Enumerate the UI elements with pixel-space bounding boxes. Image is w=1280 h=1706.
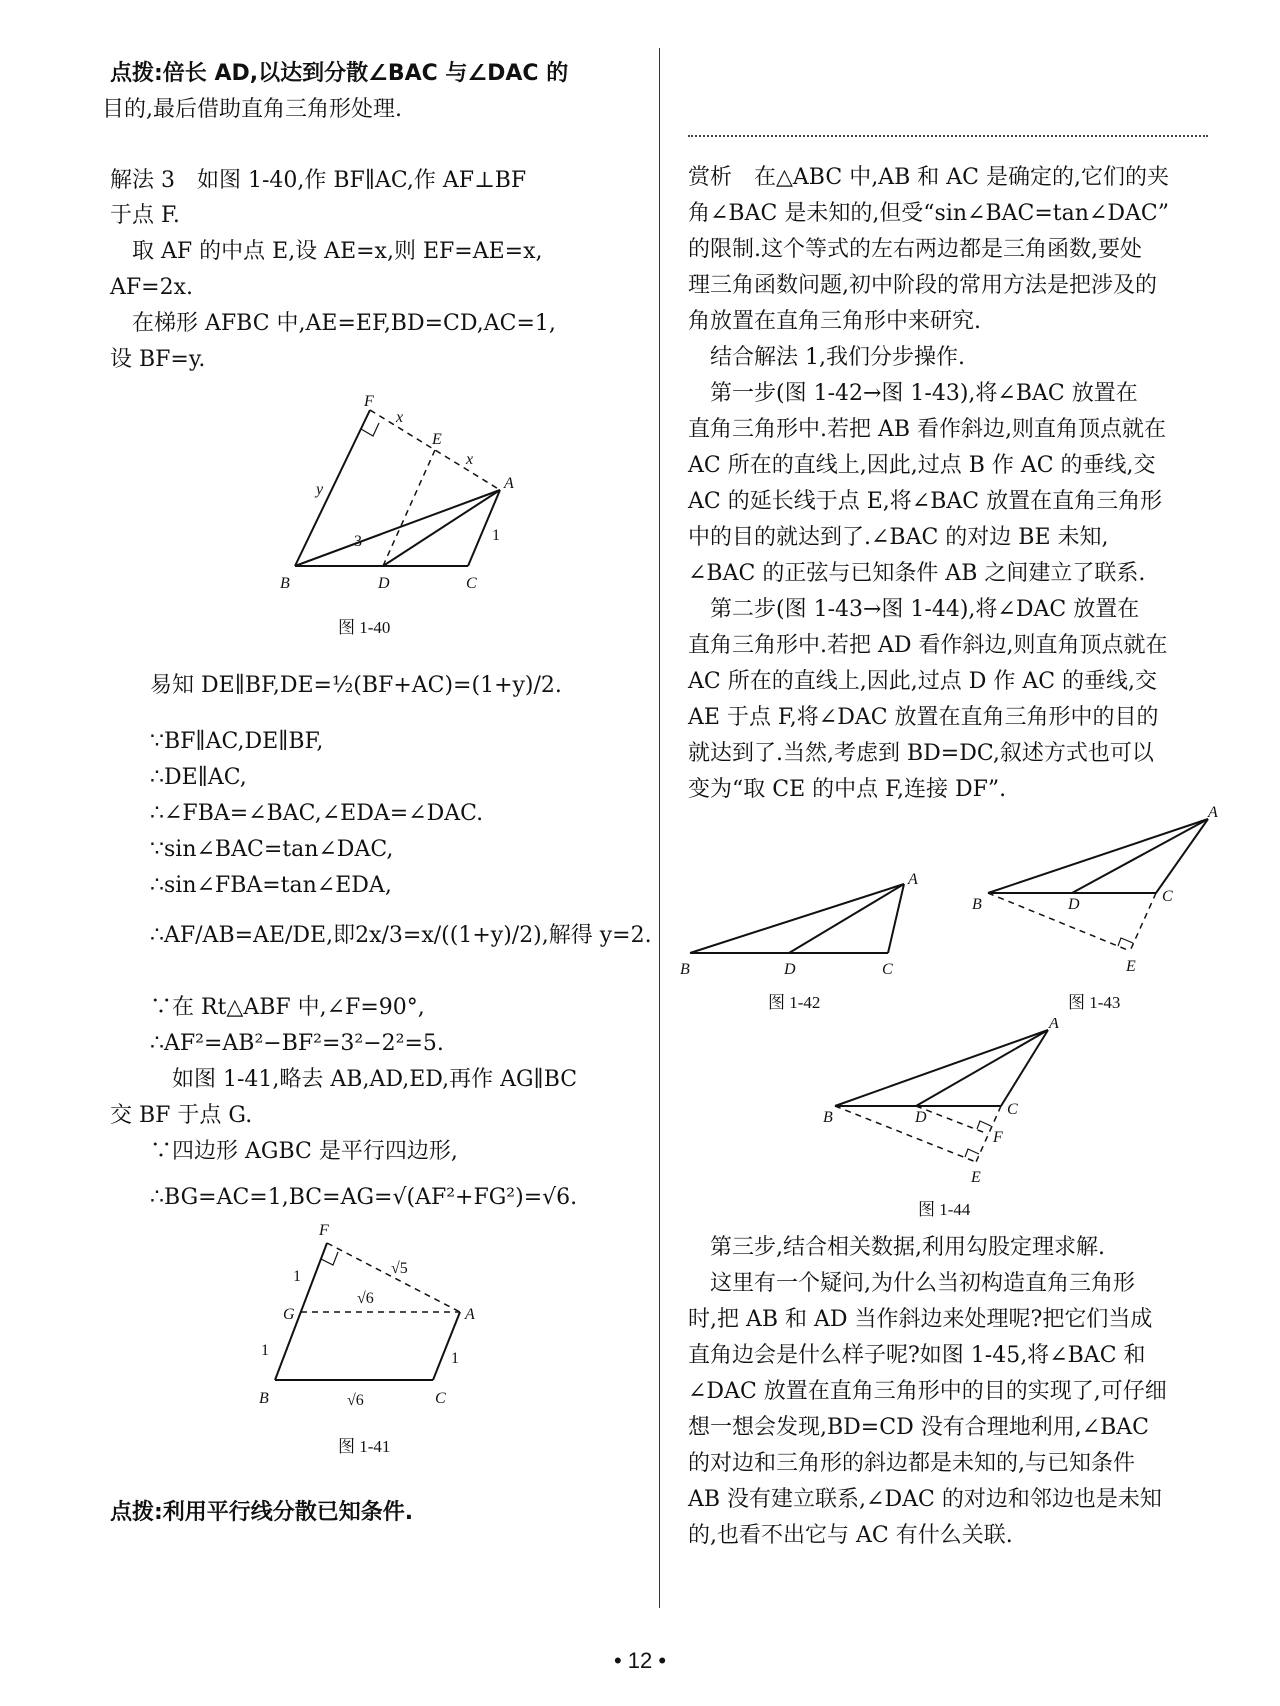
analysis-10: AC 的延长线于点 E,将∠BAC 放置在直角三角形	[688, 489, 1163, 514]
label-A5: A	[1049, 1018, 1059, 1032]
analysis-11: 中的目的就达到了.∠BAC 的对边 BE 未知,	[688, 525, 1109, 550]
label-E4: E	[1126, 958, 1136, 975]
figure-1-43	[958, 805, 1228, 985]
label-F2: F	[319, 1222, 329, 1239]
tip-1-line-1: 点拨:倍长 AD,以达到分散∠BAC 与∠DAC 的	[110, 61, 569, 86]
more-2: 这里有一个疑问,为什么当初构造直角三角形	[688, 1271, 1135, 1296]
analysis-16: AE 于点 F,将∠DAC 放置在直角三角形中的目的	[688, 705, 1159, 730]
column-divider	[659, 48, 660, 1608]
label-B: B	[280, 575, 290, 590]
caption-fig-1-40: 图 1-40	[338, 618, 391, 637]
analysis-13: 第二步(图 1-43→图 1-44),将∠DAC 放置在	[688, 597, 1140, 622]
step-4: ∴∠FBA=∠BAC,∠EDA=∠DAC.	[150, 801, 484, 826]
label-C: C	[466, 575, 477, 590]
analysis-9: AC 所在的直线上,因此,过点 B 作 AC 的垂线,交	[688, 453, 1156, 478]
label-A3: A	[908, 871, 918, 888]
caption-fig-1-41: 图 1-41	[338, 1437, 391, 1456]
label-A4: A	[1208, 805, 1218, 821]
step-9: ∴AF²=AB²−BF²=3²−2²=5.	[150, 1031, 444, 1056]
label-C3: C	[882, 961, 893, 978]
page-number: • 12 •	[613, 1648, 667, 1673]
label-sqrt6b: √6	[347, 1392, 364, 1409]
figure-1-44	[823, 1018, 1083, 1188]
analysis-18: 变为“取 CE 的中点 F,连接 DF”.	[688, 777, 1007, 802]
analysis-7: 第一步(图 1-42→图 1-43),将∠BAC 放置在	[688, 381, 1138, 406]
label-D4: D	[1068, 896, 1080, 913]
step-12: ∵四边形 AGBC 是平行四边形,	[150, 1139, 458, 1164]
label-x1: x	[396, 409, 404, 426]
caption-fig-1-42: 图 1-42	[768, 993, 821, 1012]
more-3: 时,把 AB 和 AD 当作斜边来处理呢?把它们当成	[688, 1307, 1153, 1332]
label-D5: D	[915, 1109, 927, 1126]
label-C2: C	[435, 1390, 446, 1407]
dotted-separator	[688, 135, 1208, 137]
more-7: 的对边和三角形的斜边都是未知的,与已知条件	[688, 1451, 1135, 1476]
analysis-4: 理三角函数问题,初中阶段的常用方法是把涉及的	[688, 273, 1157, 298]
analysis-2: 角∠BAC 是未知的,但受“sin∠BAC=tan∠DAC”	[688, 201, 1169, 226]
more-4: 直角边会是什么样子呢?如图 1-45,将∠BAC 和	[688, 1343, 1146, 1368]
step-8: ∵在 Rt△ABF 中,∠F=90°,	[150, 995, 425, 1020]
label-F5: F	[993, 1129, 1003, 1146]
analysis-1: 赏析 在△ABC 中,AB 和 AC 是确定的,它们的夹	[688, 165, 1169, 190]
analysis-12: ∠BAC 的正弦与已知条件 AB 之间建立了联系.	[688, 561, 1146, 586]
analysis-17: 就达到了.当然,考虑到 BD=DC,叙述方式也可以	[688, 741, 1154, 766]
label-sqrt5: √5	[391, 1260, 408, 1277]
label-E5: E	[971, 1169, 981, 1186]
label-A: A	[504, 475, 514, 492]
analysis-3: 的限制.这个等式的左右两边都是三角函数,要处	[688, 237, 1142, 262]
label-1c: 1	[451, 1350, 459, 1367]
figure-1-42	[676, 860, 946, 980]
sol3-line-6: 设 BF=y.	[110, 347, 206, 372]
tip-2: 点拨:利用平行线分散已知条件.	[110, 1500, 414, 1525]
step-2: ∵BF∥AC,DE∥BF,	[150, 729, 324, 754]
label-B3: B	[680, 961, 690, 978]
label-E: E	[432, 431, 442, 448]
caption-fig-1-43: 图 1-43	[1068, 993, 1121, 1012]
label-1b: 1	[261, 1342, 269, 1359]
more-5: ∠DAC 放置在直角三角形中的目的实现了,可仔细	[688, 1379, 1167, 1404]
analysis-15: AC 所在的直线上,因此,过点 D 作 AC 的垂线,交	[688, 669, 1158, 694]
analysis-6: 结合解法 1,我们分步操作.	[688, 345, 965, 370]
tip-1-line-2: 目的,最后借助直角三角形处理.	[102, 97, 402, 122]
label-B4: B	[972, 896, 982, 913]
label-y: y	[316, 481, 324, 498]
figure-1-40	[230, 390, 530, 590]
label-1a: 1	[293, 1268, 301, 1285]
step-5: ∵sin∠BAC=tan∠DAC,	[150, 837, 394, 862]
step-10: 如图 1-41,略去 AB,AD,ED,再作 AG∥BC	[150, 1067, 578, 1092]
label-x2: x	[466, 451, 474, 468]
step-11: 交 BF 于点 G.	[110, 1103, 253, 1128]
label-D: D	[378, 575, 390, 590]
label-sqrt6a: √6	[357, 1290, 374, 1307]
analysis-14: 直角三角形中.若把 AD 看作斜边,则直角顶点就在	[688, 633, 1168, 658]
more-6: 想一想会发现,BD=CD 没有合理地利用,∠BAC	[688, 1415, 1150, 1440]
label-F: F	[364, 393, 374, 410]
label-C5: C	[1007, 1101, 1018, 1118]
label-D3: D	[784, 961, 796, 978]
sol3-line-1: 解法 3 如图 1-40,作 BF∥AC,作 AF⊥BF	[110, 168, 527, 193]
step-7: ∴AF/AB=AE/DE,即2x/3=x/((1+y)/2),解得 y=2.	[150, 923, 652, 948]
sol3-line-5: 在梯形 AFBC 中,AE=EF,BD=CD,AC=1,	[110, 311, 556, 336]
more-1: 第三步,结合相关数据,利用勾股定理求解.	[688, 1235, 1105, 1260]
step-1: 易知 DE∥BF,DE=½(BF+AC)=(1+y)/2.	[150, 673, 562, 698]
step-13: ∴BG=AC=1,BC=AG=√(AF²+FG²)=√6.	[150, 1185, 578, 1210]
sol3-line-4: AF=2x.	[110, 275, 193, 300]
more-8: AB 没有建立联系,∠DAC 的对边和邻边也是未知	[688, 1487, 1162, 1512]
label-B2: B	[259, 1390, 269, 1407]
sol3-line-2: 于点 F.	[110, 203, 180, 228]
step-3: ∴DE∥AC,	[150, 765, 247, 790]
label-B5: B	[823, 1109, 833, 1126]
label-C4: C	[1162, 888, 1173, 905]
sol3-line-3: 取 AF 的中点 E,设 AE=x,则 EF=AE=x,	[110, 239, 543, 264]
analysis-8: 直角三角形中.若把 AB 看作斜边,则直角顶点就在	[688, 417, 1167, 442]
label-1: 1	[492, 527, 500, 544]
figure-1-41	[235, 1215, 525, 1425]
label-3: 3	[354, 533, 362, 550]
label-A2: A	[465, 1306, 475, 1323]
caption-fig-1-44: 图 1-44	[918, 1200, 971, 1219]
analysis-5: 角放置在直角三角形中来研究.	[688, 309, 981, 334]
more-9: 的,也看不出它与 AC 有什么关联.	[688, 1523, 1013, 1548]
step-6: ∴sin∠FBA=tan∠EDA,	[150, 873, 392, 898]
label-G: G	[283, 1306, 295, 1323]
